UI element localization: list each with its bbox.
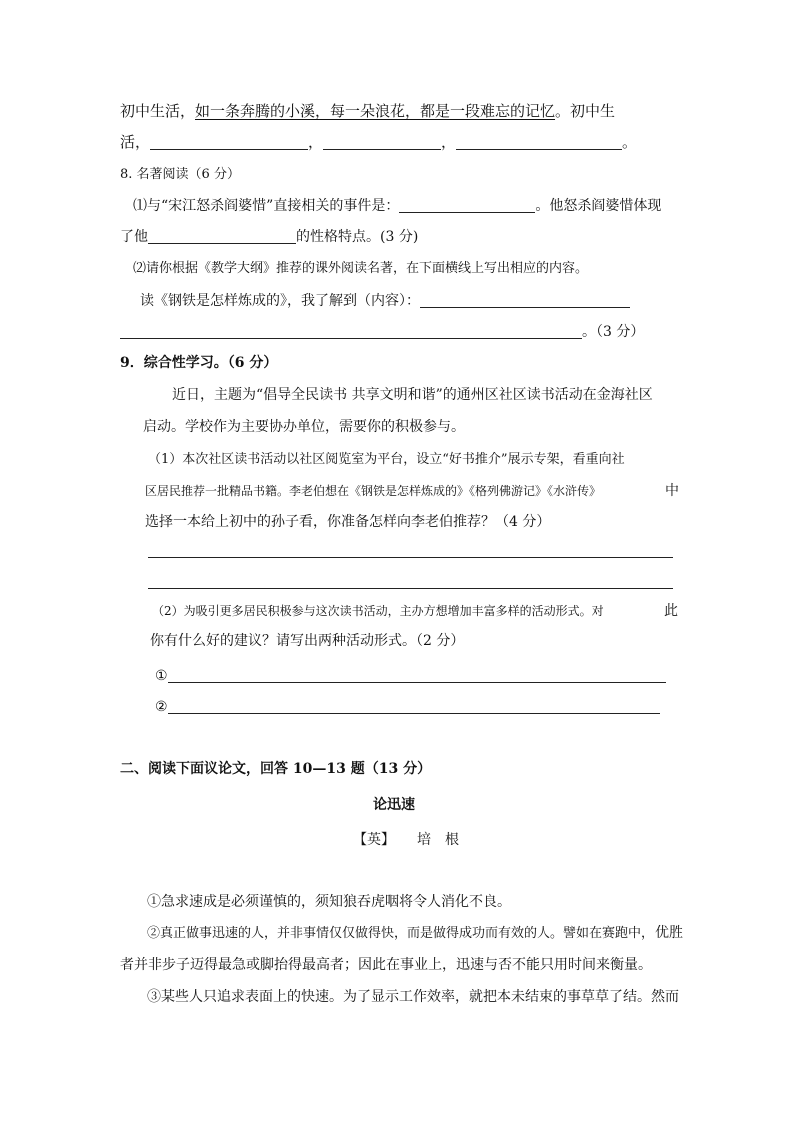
q8-title: 8. 名著阅读（6 分） (120, 167, 240, 182)
q7-blank-3[interactable] (456, 135, 622, 150)
q9-title: 9．综合性学习。（6 分） (120, 355, 278, 371)
q8-answer-blank-trait[interactable] (148, 229, 296, 244)
q7-line2 (120, 135, 637, 150)
q7-line2-start: 活， (120, 133, 151, 151)
q9-sub1-line3: 选择一本给上初中的孙子看，你准备怎样向李老伯推荐？（4 分） (145, 514, 551, 530)
essay-para-2-line2: 者并非步子迈得最急或脚抬得最高者；因此在事业上，迅速与否不能只用时间来衡量。 (120, 957, 652, 973)
circled-two-marker: ② (155, 699, 168, 715)
author-name: 培 根 (417, 832, 459, 848)
q8-part1-line2 (120, 229, 418, 244)
q9-sub2-line1: （2）为吸引更多居民积极参与这次读书活动，主办方想增加丰富多样的活动形式。对 (152, 604, 604, 618)
q7-end: 。 (622, 133, 638, 151)
q9-activity-blank-2[interactable] (168, 699, 660, 714)
q8-part1-continue: 。他怒杀阎婆惜体现 (535, 198, 662, 214)
essay-author (353, 833, 459, 847)
q8-part1-d: 的性格特点。(3 分) (296, 229, 419, 245)
q7-line1 (120, 104, 615, 119)
q7-blank-1[interactable] (150, 135, 308, 150)
q9-sub2-line1-tail: 此 (664, 603, 678, 619)
section2-heading: 二、阅读下面议论文，回答 10—13 题（13 分） (120, 761, 432, 777)
q8-answer-blank-content-1[interactable] (420, 293, 630, 308)
q9-answer-1 (155, 668, 666, 683)
q7-underlined-example: 如一条奔腾的小溪，每一朵浪花，都是一段难忘的记忆 (195, 102, 556, 120)
author-nationality: 【英】 (353, 832, 395, 848)
q8-part4-line (120, 324, 644, 339)
q8-part3-prompt: 读《钢铁是怎样炼成的》，我了解到（内容）： (140, 293, 420, 309)
q7-line1-pre: 初中生活， (120, 102, 196, 120)
q8-part3-line (140, 293, 630, 308)
q9-activity-blank-1[interactable] (168, 668, 666, 683)
q9-sub1-line2: 区居民推荐一批精品书籍。李老伯想在《钢铁是怎样炼成的》《格列佛游记》《水浒传》 (145, 484, 602, 498)
essay-para-2-line1: ②真正做事迅速的人，并非事情仅仅做得快，而是做得成功而有效的人。譬如在赛跑中， (147, 926, 655, 941)
q8-answer-blank-content-2[interactable] (120, 324, 582, 339)
q9-answer-2 (155, 699, 660, 714)
essay-para-3: ③某些人只追求表面上的快速。为了显示工作效率，就把本未结束的事草草了结。然而 (147, 989, 679, 1005)
essay-title: 论迅速 (373, 797, 415, 813)
q9-intro-2: 启动。学校作为主要协办单位，需要你的积极参与。 (143, 419, 465, 435)
q8-part1-line1 (133, 198, 661, 213)
q9-answer-line-1[interactable] (148, 557, 673, 558)
q9-sub1-line2-tail: 中 (665, 483, 679, 499)
q8-part4-end: 。（3 分） (582, 324, 645, 340)
q7-line1-post: 。初中生 (555, 102, 616, 120)
q7-sep-1: ， (308, 133, 324, 151)
q8-part1-prompt: ⑴与“宋江怒杀阎婆惜”直接相关的事件是： (133, 198, 400, 214)
q7-sep-2: ， (441, 133, 457, 151)
q8-part2: ⑵请你根据《教学大纲》推荐的课外阅读名著，在下面横线上写出相应的内容。 (133, 261, 589, 276)
q9-sub2-line2: 你有什么好的建议？请写出两种活动形式。（2 分） (150, 633, 465, 649)
q7-blank-2[interactable] (323, 135, 441, 150)
q9-answer-line-2[interactable] (148, 588, 673, 589)
essay-para-1: ①急求速成是必须谨慎的，须知狼吞虎咽将令人消化不良。 (147, 894, 511, 910)
q9-intro-1: 近日，主题为“倡导全民读书 共享文明和谐”的通州区社区读书活动在金海社区 (172, 387, 653, 403)
q8-part1-c: 了他 (120, 229, 148, 245)
circled-one-marker: ① (155, 668, 168, 684)
q9-sub1-line1: （1）本次社区读书活动以社区阅览室为平台，设立“好书推介”展示专架，看重向社 (148, 452, 625, 467)
essay-para-2-line1-tail: 优胜 (655, 925, 683, 941)
q8-answer-blank-event[interactable] (399, 198, 535, 213)
